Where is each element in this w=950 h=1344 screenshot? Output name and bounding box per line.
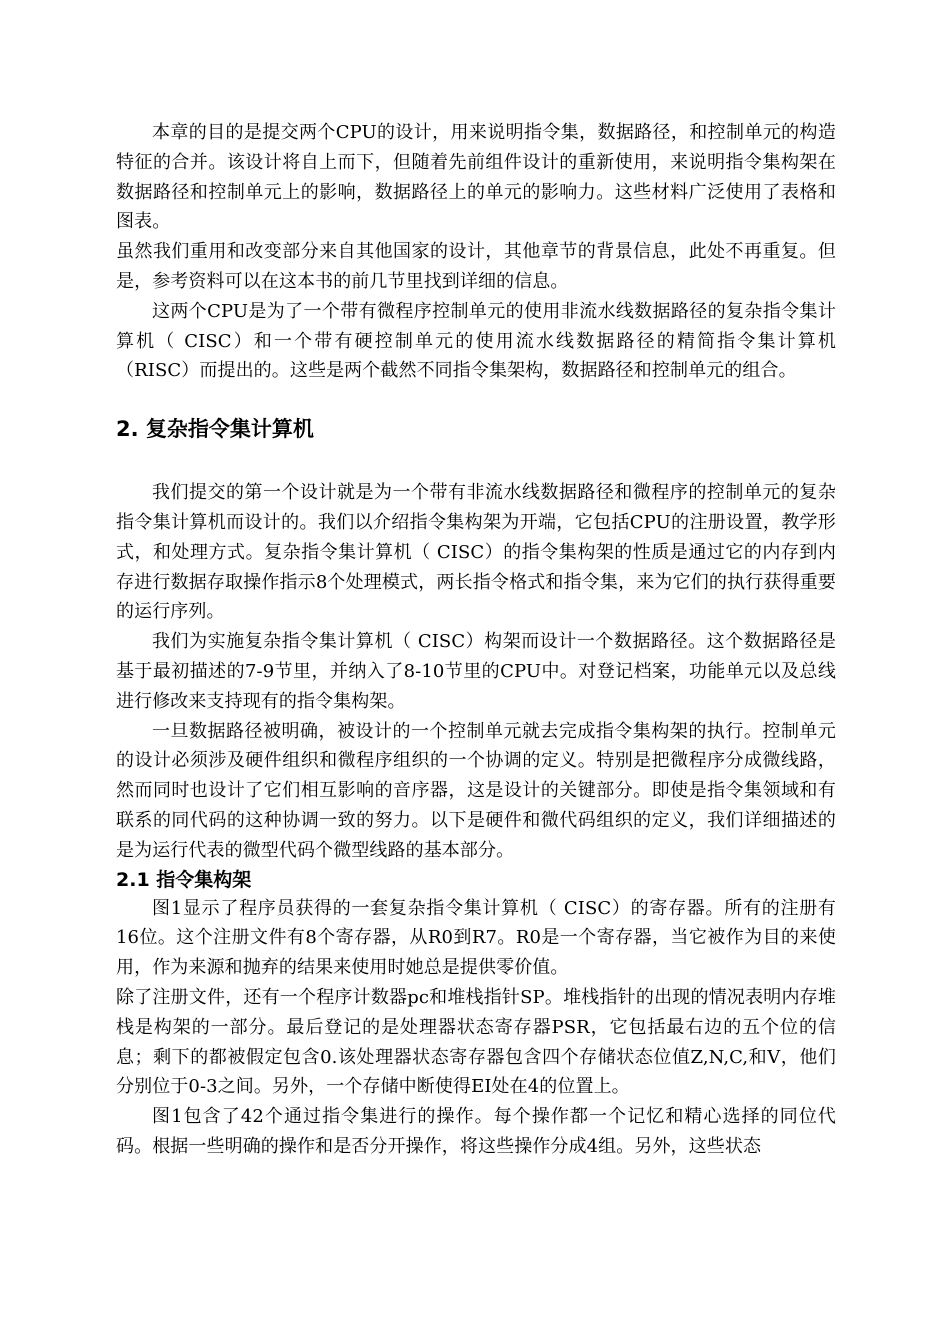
section-2-paragraph-3: 一旦数据路径被明确，被设计的一个控制单元就去完成指令集构架的执行。控制单元的设计必须涉及硬件组织和微程序组织的一个协调的定义。特别是把微程序分成微线路，然而同时也设计了它们相互影响的音序器，这是设计的关键部分。即使是指令集领域和有联系的同代码的这种协调一致的努力。以下是硬件和微代码组织的定义，我们详细描述的是为运行代表的微型代码个微型线路的基本部分。 <box>116 720 836 861</box>
document-body <box>116 118 836 1162</box>
section-2-1-paragraph-3: 图1包含了42个通过指令集进行的操作。每个操作都一个记忆和精心选择的同位代码。根据一些明确的操作和是否分开操作，将这些操作分成4组。另外，这些状态 <box>116 1106 836 1157</box>
section-2-paragraph-1: 我们提交的第一个设计就是为一个带有非流水线数据路径和微程序的控制单元的复杂指令集计算机而设计的。我们以介绍指令集构架为开端，它包括CPU的注册设置，教学形式，和处理方式。复杂指令集计算机（ CISC）的指令集构架的性质是通过它的内存到内存进行数据存取操作指示8个处理模式，两长指令格式和指令集，来为它们的执行获得重要的运行序列。 <box>116 482 836 623</box>
section-2-1-paragraph-2: 除了注册文件，还有一个程序计数器pc和堆栈指针SP。堆栈指针的出现的情况表明内存堆栈是构架的一部分。最后登记的是处理器状态寄存器PSR，它包括最右边的五个位的信息；剩下的都被假定包含0.该处理器状态寄存器包含四个存储状态位值Z,N,C,和V，他们分别位于0-3之间。另外，一个存储中断使得EI处在4的位置上。 <box>116 986 836 1098</box>
section-2-paragraph-2: 我们为实施复杂指令集计算机（ CISC）构架而设计一个数据路径。这个数据路径是基于最初描述的7-9节里，并纳入了8-10节里的CPU中。对登记档案，功能单元以及总线进行修改来支持现有的指令集构架。 <box>116 631 836 712</box>
section-2-1-paragraph-1: 图1显示了程序员获得的一套复杂指令集计算机（ CISC）的寄存器。所有的注册有16位。这个注册文件有8个寄存器，从R0到R7。R0是一个寄存器，当它被作为目的来使用，作为来源和抛弃的结果来使用时她总是提供零价值。 <box>116 897 836 979</box>
section-2-heading: 2. 复杂指令集计算机 <box>116 417 314 442</box>
intro-paragraph-3: 这两个CPU是为了一个带有微程序控制单元的使用非流水线数据路径的复杂指令集计算机（ CISC）和一个带有硬控制单元的使用流水线数据路径的精简指令集计算机（RISC）而提出的。这些是两个截然不同指令集架构，数据路径和控制单元的组合。 <box>116 300 836 382</box>
intro-paragraph-1: 本章的目的是提交两个CPU的设计，用来说明指令集，数据路径，和控制单元的构造特征的合并。该设计将自上而下，但随着先前组件设计的重新使用，来说明指令集构架在数据路径和控制单元上的影响，数据路径上的单元的影响力。这些材料广泛使用了表格和图表。 <box>116 122 836 233</box>
intro-paragraph-2: 虽然我们重用和改变部分来自其他国家的设计，其他章节的背景信息，此处不再重复。但是，参考资料可以在这本书的前几节里找到详细的信息。 <box>116 241 836 292</box>
section-2-1-heading: 2.1 指令集构架 <box>116 868 252 891</box>
